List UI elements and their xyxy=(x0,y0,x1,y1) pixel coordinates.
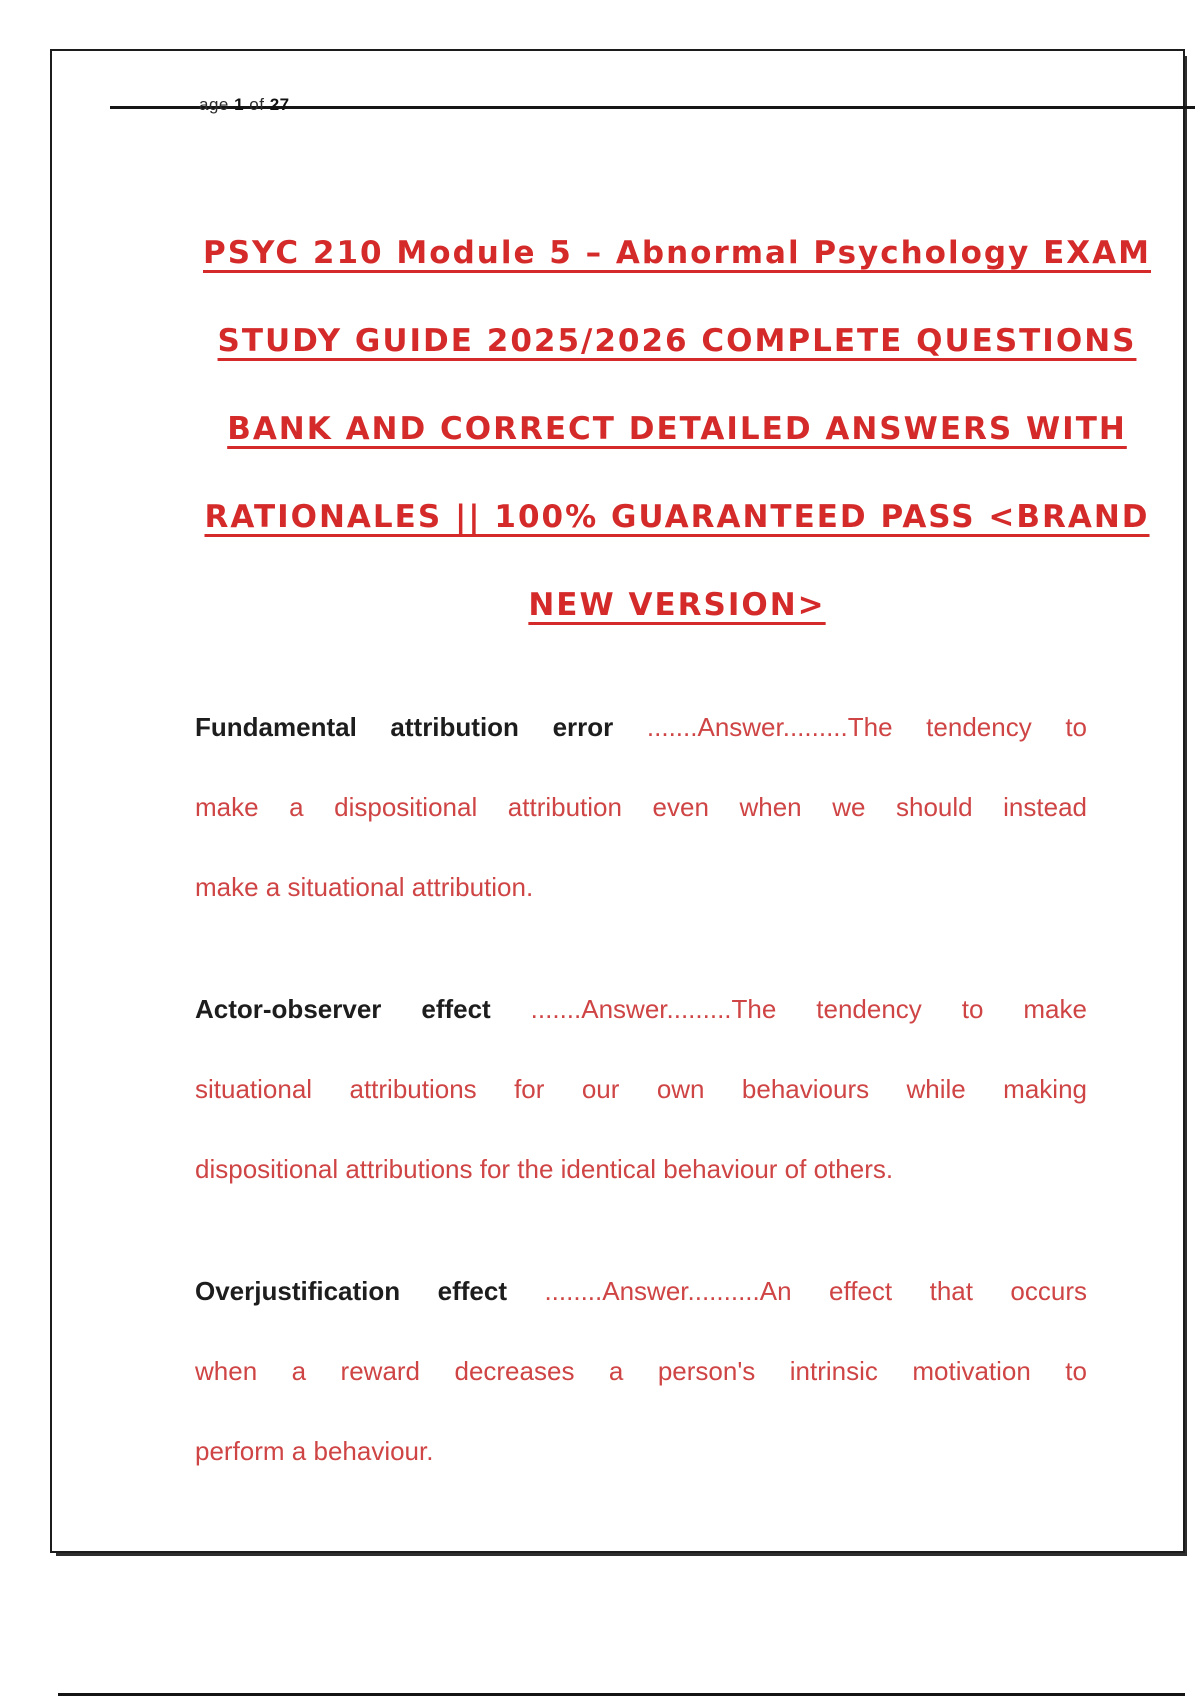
title-line-2: STUDY GUIDE 2025/2026 COMPLETE QUESTIONS xyxy=(217,323,1137,359)
question-answer-list xyxy=(195,687,1087,1533)
title-line-4: RATIONALES || 100% GUARANTEED PASS <BRAND xyxy=(204,499,1150,535)
qa-answer-line: make a situational attribution. xyxy=(195,872,534,902)
title-line-1: PSYC 210 Module 5 – Abnormal Psychology EXAM xyxy=(202,235,1152,271)
qa-first-line xyxy=(195,1251,1087,1331)
qa-term: Fundamental attribution error xyxy=(195,712,647,742)
qa-answer-line: make a dispositional attribution even when we should instead xyxy=(195,792,1087,822)
qa-term: Overjustification effect xyxy=(195,1276,545,1306)
title-line-3: BANK AND CORRECT DETAILED ANSWERS WITH xyxy=(227,411,1127,447)
qa-answer-lead: ........Answer..........An effect that occurs xyxy=(544,1276,1087,1306)
title-line-5: NEW VERSION> xyxy=(528,587,826,623)
page-border-box xyxy=(50,49,1185,1553)
page-total-value: 27 xyxy=(269,95,290,114)
qa-term: Actor-observer effect xyxy=(195,994,531,1024)
qa-answer-line: perform a behaviour. xyxy=(195,1436,434,1466)
qa-answer-line: when a reward decreases a person's intrinsic motivation to xyxy=(195,1356,1087,1386)
qa-answer-lead: .......Answer.........The tendency to make xyxy=(530,994,1087,1024)
qa-answer-lead: .......Answer.........The tendency to xyxy=(646,712,1087,742)
page-number-value: 1 xyxy=(234,95,245,114)
page-number-prefix: age xyxy=(199,95,235,114)
document-title xyxy=(195,209,1159,649)
qa-answer-line: dispositional attributions for the identical behaviour of others. xyxy=(195,1154,894,1184)
qa-first-line xyxy=(195,969,1087,1049)
next-page-top-rule xyxy=(58,1693,1185,1696)
page-of-label: of xyxy=(244,95,270,114)
qa-paragraph xyxy=(195,687,1087,927)
qa-paragraph xyxy=(195,1251,1087,1491)
page-number-header xyxy=(199,95,290,115)
qa-answer-line: situational attributions for our own behaviours while making xyxy=(195,1074,1087,1104)
qa-first-line xyxy=(195,687,1087,767)
qa-paragraph xyxy=(195,969,1087,1209)
